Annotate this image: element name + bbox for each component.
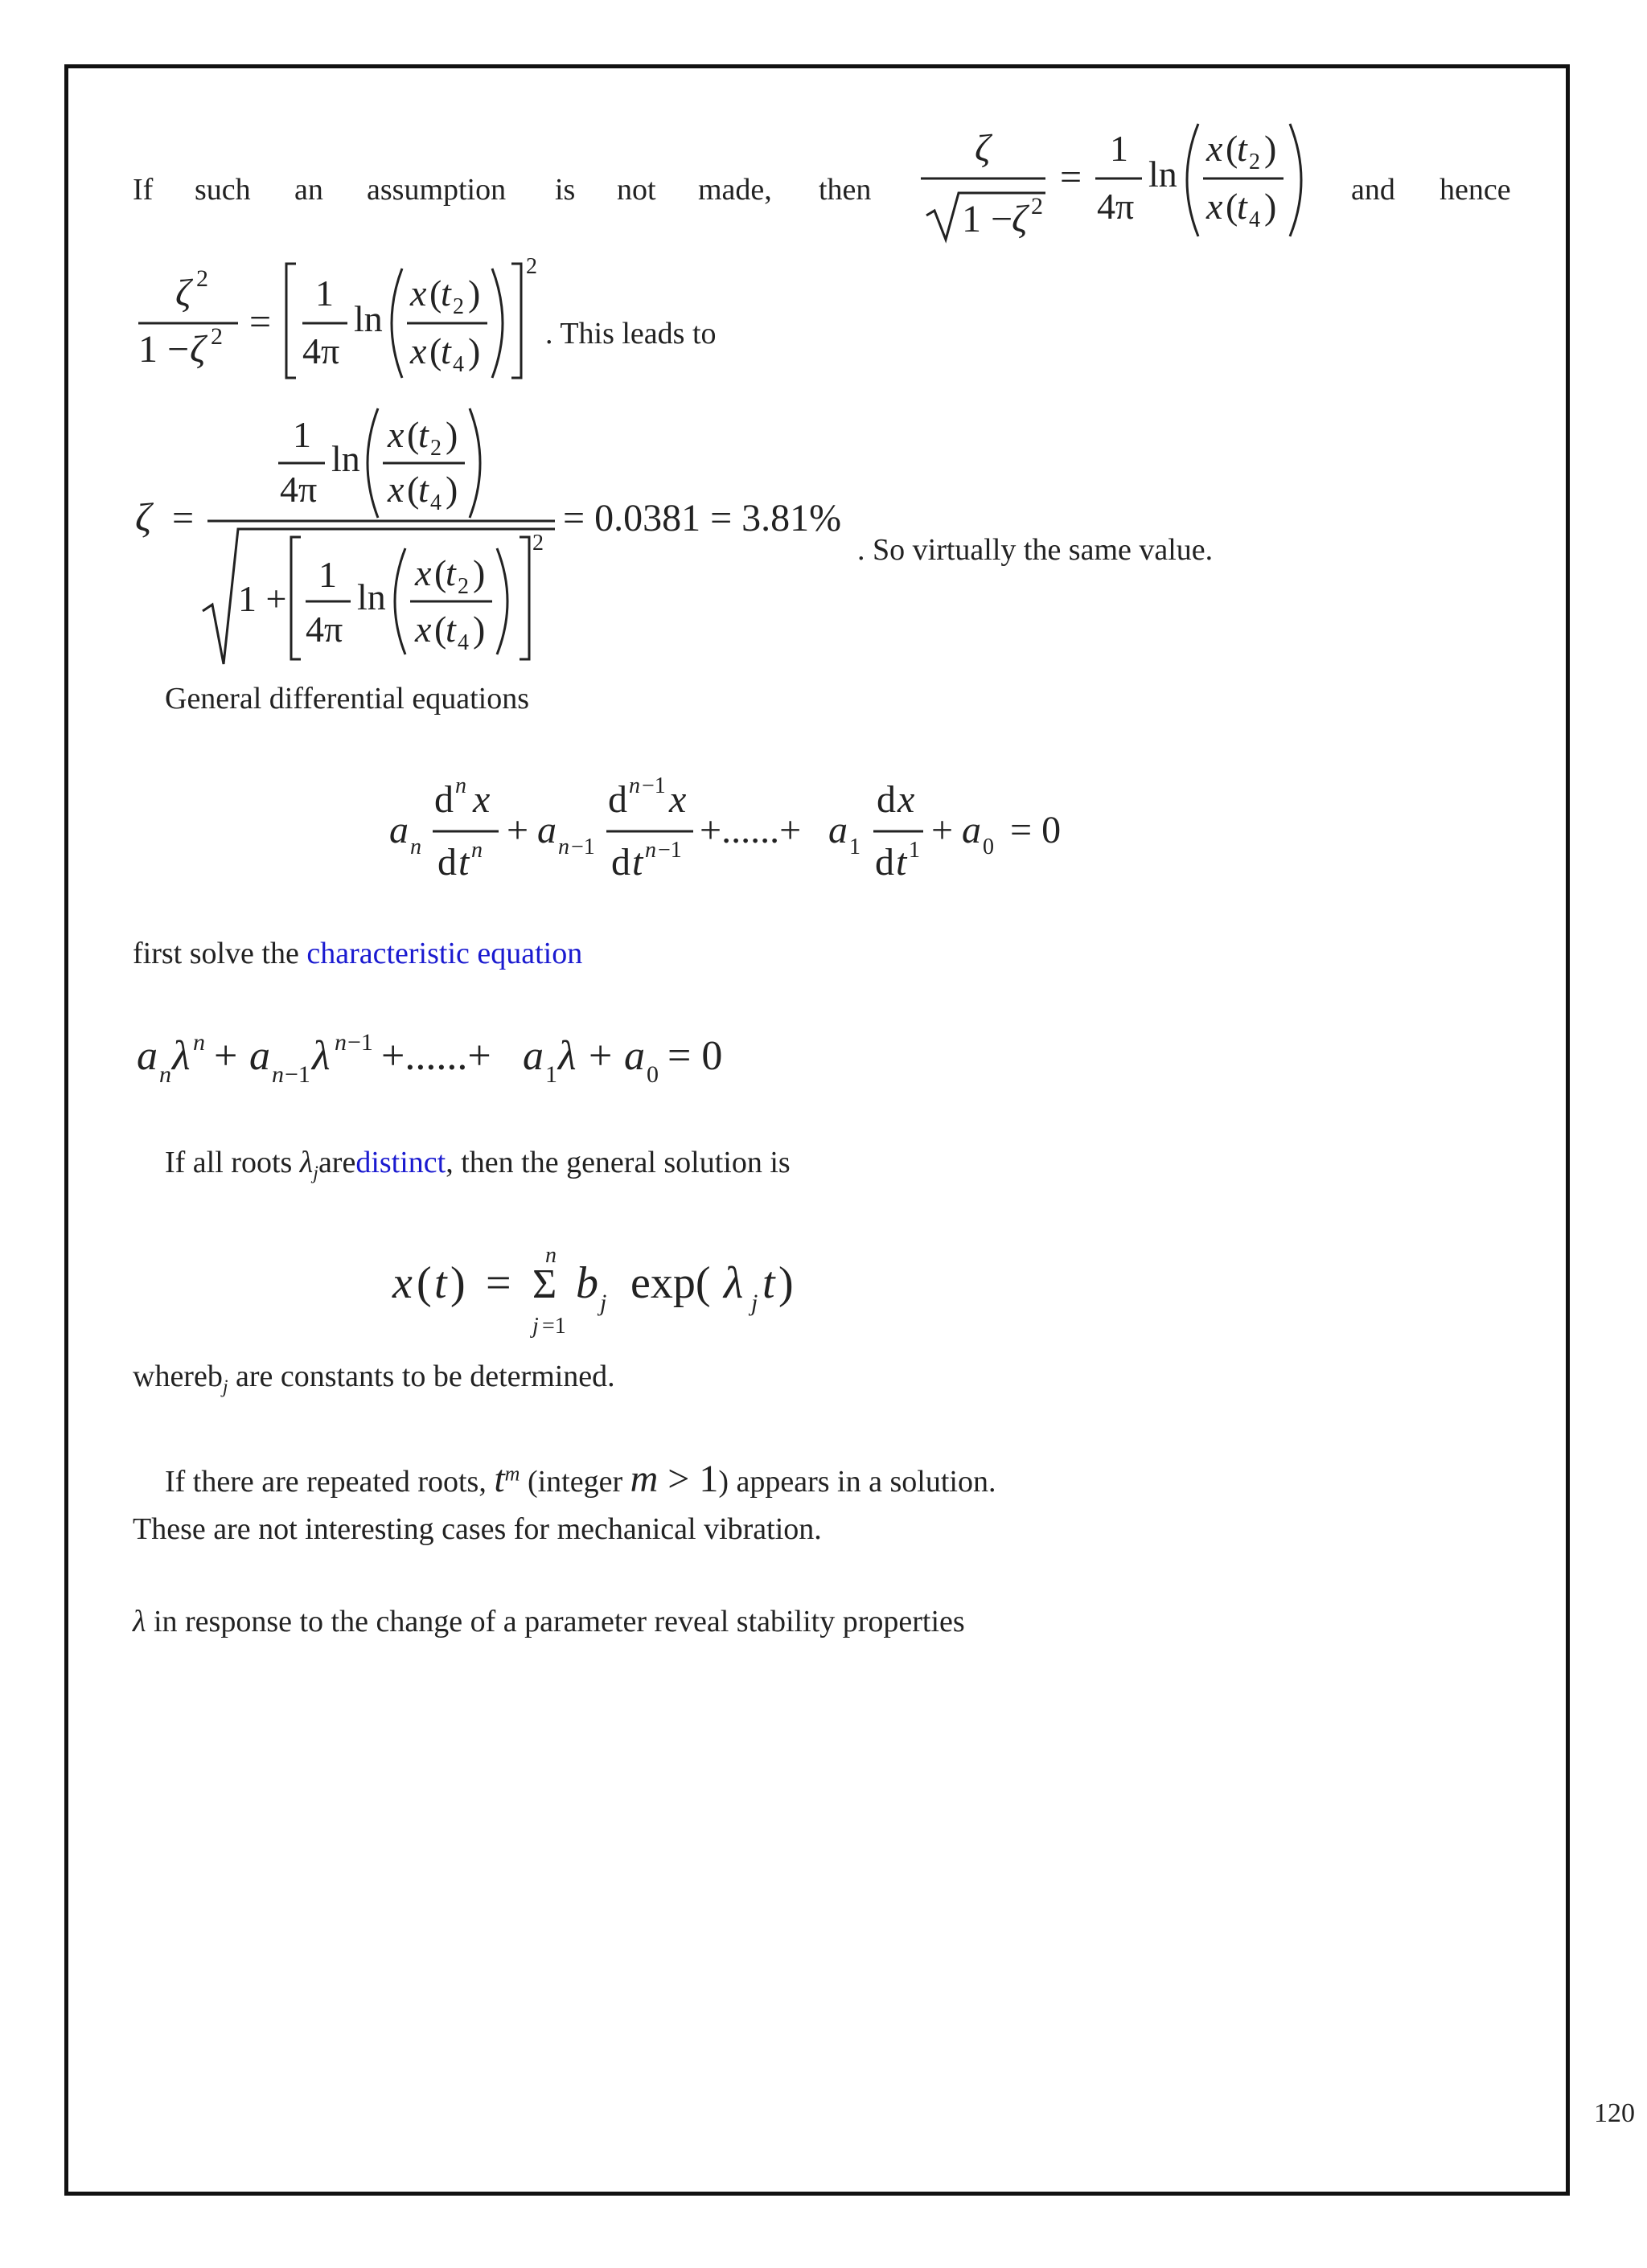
svg-text:t: t	[762, 1258, 775, 1308]
characteristic-equation-link[interactable]: characteristic equation	[306, 937, 583, 970]
svg-text:2: 2	[458, 574, 469, 599]
intro-word-7: made,	[698, 173, 772, 207]
intro-word-1: If	[133, 173, 154, 207]
b-symbol: b	[207, 1360, 223, 1393]
svg-text:x: x	[410, 273, 427, 314]
svg-text:a: a	[537, 809, 557, 851]
svg-text:−1: −1	[347, 1029, 373, 1056]
svg-text:λ: λ	[312, 1033, 331, 1079]
svg-text:): )	[468, 273, 481, 314]
svg-text:+......+: +......+	[381, 1033, 491, 1079]
svg-text:(: (	[407, 414, 420, 455]
intro-and: and	[1351, 173, 1395, 207]
svg-text:b: b	[576, 1258, 598, 1308]
svg-text:j: j	[600, 1290, 607, 1316]
svg-text:): )	[778, 1258, 794, 1308]
svg-text:): )	[468, 330, 481, 371]
svg-text:4π: 4π	[280, 469, 318, 510]
svg-text:n: n	[645, 838, 656, 863]
svg-text:t: t	[441, 273, 451, 314]
section-title: General differential equations	[165, 682, 529, 716]
svg-text:t: t	[418, 414, 429, 455]
char-eq-prefix: first solve the	[133, 937, 307, 970]
svg-text:−1: −1	[642, 773, 666, 798]
svg-text:exp(: exp(	[630, 1258, 711, 1308]
svg-text:2: 2	[1249, 150, 1260, 174]
svg-text:): )	[446, 414, 458, 455]
svg-text:(: (	[1226, 128, 1238, 169]
svg-text:x: x	[392, 1258, 413, 1308]
svg-text:ζ: ζ	[175, 272, 191, 314]
svg-text:+......+: +......+	[700, 809, 802, 851]
svg-text:=1: =1	[542, 1314, 566, 1339]
svg-text:d: d	[608, 778, 627, 821]
svg-text:n: n	[193, 1029, 205, 1056]
svg-text:1 +: 1 +	[238, 578, 287, 619]
svg-text:t: t	[632, 841, 643, 884]
svg-text:4: 4	[1249, 207, 1260, 232]
lambda-text: in response to the change of a parameter reveal stability properties	[146, 1605, 965, 1638]
page-number: 120	[1594, 2098, 1635, 2128]
svg-text:4: 4	[458, 630, 469, 655]
svg-text:a: a	[523, 1033, 544, 1079]
svg-text:2: 2	[196, 265, 208, 292]
svg-text:1: 1	[318, 554, 337, 595]
t-symbol: t	[494, 1458, 505, 1500]
svg-text:1: 1	[545, 1061, 557, 1088]
svg-text:4: 4	[430, 490, 442, 515]
svg-text:ln: ln	[1148, 154, 1177, 195]
svg-text:λ: λ	[558, 1033, 577, 1079]
svg-text:4π: 4π	[302, 330, 340, 371]
svg-text:= 0: = 0	[1010, 809, 1062, 851]
where-line	[133, 1359, 615, 1399]
are-word: are	[318, 1146, 356, 1179]
svg-text:+: +	[507, 809, 529, 851]
where-suffix: are constants to be determined.	[228, 1360, 615, 1393]
svg-text:(: (	[434, 609, 447, 650]
distinct-prefix: If all roots	[165, 1146, 300, 1179]
svg-text:2: 2	[430, 436, 442, 461]
svg-text:d: d	[877, 778, 896, 821]
svg-text:): )	[450, 1258, 466, 1308]
svg-text:(: (	[407, 469, 420, 510]
lambda-symbol: λ	[133, 1605, 146, 1638]
svg-text:a: a	[624, 1033, 645, 1079]
svg-text:0: 0	[647, 1061, 659, 1088]
svg-text:): )	[446, 469, 458, 510]
svg-text:2: 2	[532, 531, 544, 556]
svg-text:n: n	[159, 1061, 171, 1088]
svg-text:(: (	[417, 1258, 432, 1308]
svg-text:= 0: = 0	[667, 1033, 723, 1079]
svg-text:ζ: ζ	[975, 127, 991, 170]
svg-text:d: d	[875, 841, 894, 884]
svg-text:1: 1	[1110, 128, 1128, 169]
svg-text:n: n	[410, 835, 421, 859]
svg-text:x: x	[415, 552, 432, 593]
svg-text:t: t	[1237, 128, 1247, 169]
svg-text:0: 0	[983, 835, 994, 859]
svg-text:ζ: ζ	[135, 494, 152, 539]
svg-text:1: 1	[909, 838, 920, 863]
svg-text:(: (	[429, 273, 442, 314]
where-prefix: where	[133, 1360, 207, 1393]
svg-text:1 −: 1 −	[962, 198, 1013, 240]
svg-text:): )	[473, 552, 486, 593]
svg-text:−1: −1	[285, 1061, 310, 1088]
svg-text:n: n	[455, 773, 466, 798]
svg-text:2: 2	[211, 323, 223, 350]
svg-text:2: 2	[453, 294, 464, 319]
svg-text:x: x	[669, 778, 687, 821]
zeta-value: = 0.0381 = 3.81%	[563, 497, 842, 539]
b-sub-j: j	[222, 1376, 228, 1398]
svg-text:ζ: ζ	[190, 328, 206, 371]
svg-text:=: =	[1060, 156, 1082, 199]
same-value-comment: . So virtually the same value.	[857, 533, 1214, 567]
svg-text:=: =	[486, 1258, 511, 1308]
svg-text:d: d	[611, 841, 630, 884]
svg-text:(: (	[434, 552, 447, 593]
svg-text:1 −: 1 −	[138, 328, 190, 371]
svg-text:a: a	[137, 1033, 158, 1079]
svg-text:−1: −1	[658, 838, 682, 863]
intro-word-8: then	[819, 173, 872, 207]
lambda-stability-line	[133, 1604, 965, 1639]
intro-word-4: assumption	[367, 173, 507, 207]
svg-text:x: x	[897, 778, 915, 821]
svg-text:x: x	[388, 414, 405, 455]
svg-text:a: a	[389, 809, 409, 851]
svg-text:ζ: ζ	[1012, 198, 1028, 240]
svg-text:d: d	[437, 841, 457, 884]
svg-text:a: a	[249, 1033, 270, 1079]
svg-text:t: t	[446, 609, 456, 650]
svg-text:1: 1	[849, 835, 860, 859]
svg-text:+: +	[931, 809, 954, 851]
svg-text:ln: ln	[354, 298, 383, 339]
svg-text:2: 2	[1031, 193, 1043, 219]
svg-text:a: a	[962, 809, 981, 851]
svg-text:d: d	[434, 778, 454, 821]
distinct-link[interactable]: distinct	[355, 1146, 446, 1179]
intro-word-2: such	[195, 173, 251, 207]
svg-text:=: =	[172, 497, 195, 539]
svg-text:λ: λ	[724, 1258, 744, 1308]
svg-text:): )	[1264, 186, 1277, 227]
repeated-prefix: If there are repeated roots,	[165, 1465, 495, 1499]
repeated-suffix: ) appears in a solution.	[718, 1465, 996, 1499]
svg-text:=: =	[249, 301, 272, 343]
svg-text:n: n	[629, 773, 640, 798]
svg-text:t: t	[434, 1258, 447, 1308]
svg-text:n: n	[545, 1243, 557, 1268]
svg-text:Σ: Σ	[532, 1261, 557, 1307]
svg-text:n: n	[471, 838, 483, 863]
svg-text:j: j	[532, 1314, 539, 1339]
repeated-mid: (integer	[520, 1465, 630, 1499]
not-interesting-line: These are not interesting cases for mechanical vibration.	[133, 1512, 822, 1546]
gt-one: > 1	[658, 1458, 719, 1500]
svg-text:ln: ln	[357, 576, 386, 617]
intro-word-5: is	[555, 173, 576, 207]
svg-text:+: +	[214, 1033, 238, 1079]
m-superscript: m	[504, 1462, 520, 1486]
intro-word-6: not	[617, 173, 656, 207]
svg-text:t: t	[441, 330, 451, 371]
svg-text:4π: 4π	[1097, 186, 1135, 227]
svg-text:t: t	[418, 469, 429, 510]
svg-text:t: t	[458, 841, 470, 884]
svg-text:a: a	[828, 809, 848, 851]
svg-text:n: n	[558, 835, 569, 859]
svg-text:(: (	[429, 330, 442, 371]
svg-text:x: x	[415, 609, 432, 650]
svg-text:λ: λ	[172, 1033, 191, 1079]
svg-text:x: x	[1206, 186, 1223, 227]
svg-text:t: t	[896, 841, 907, 884]
svg-text:): )	[1264, 128, 1277, 169]
svg-text:(: (	[1226, 186, 1238, 227]
svg-text:1: 1	[315, 273, 334, 314]
svg-text:x: x	[410, 330, 427, 371]
intro-word-3: an	[294, 173, 323, 207]
svg-text:j: j	[751, 1290, 758, 1316]
intro-hence: hence	[1440, 173, 1511, 207]
svg-text:t: t	[446, 552, 456, 593]
svg-text:n: n	[335, 1029, 347, 1056]
svg-text:4: 4	[453, 352, 464, 377]
leads-to-text: . This leads to	[545, 317, 717, 351]
svg-text:+: +	[589, 1033, 613, 1079]
svg-text:x: x	[388, 469, 405, 510]
lambda-j: λ	[299, 1146, 314, 1179]
svg-text:n: n	[272, 1061, 284, 1088]
lambda-sub-j: j	[313, 1163, 318, 1184]
svg-text:ln: ln	[331, 438, 360, 479]
svg-text:t: t	[1237, 186, 1247, 227]
svg-text:4π: 4π	[306, 609, 343, 650]
svg-text:−1: −1	[571, 835, 595, 859]
svg-text:): )	[473, 609, 486, 650]
svg-text:1: 1	[293, 414, 311, 455]
distinct-suffix: , then the general solution is	[446, 1146, 791, 1179]
svg-text:x: x	[1206, 128, 1223, 169]
svg-text:x: x	[473, 778, 491, 821]
repeated-roots-line	[165, 1457, 996, 1501]
m-symbol: m	[630, 1458, 659, 1500]
svg-text:2: 2	[526, 254, 537, 279]
